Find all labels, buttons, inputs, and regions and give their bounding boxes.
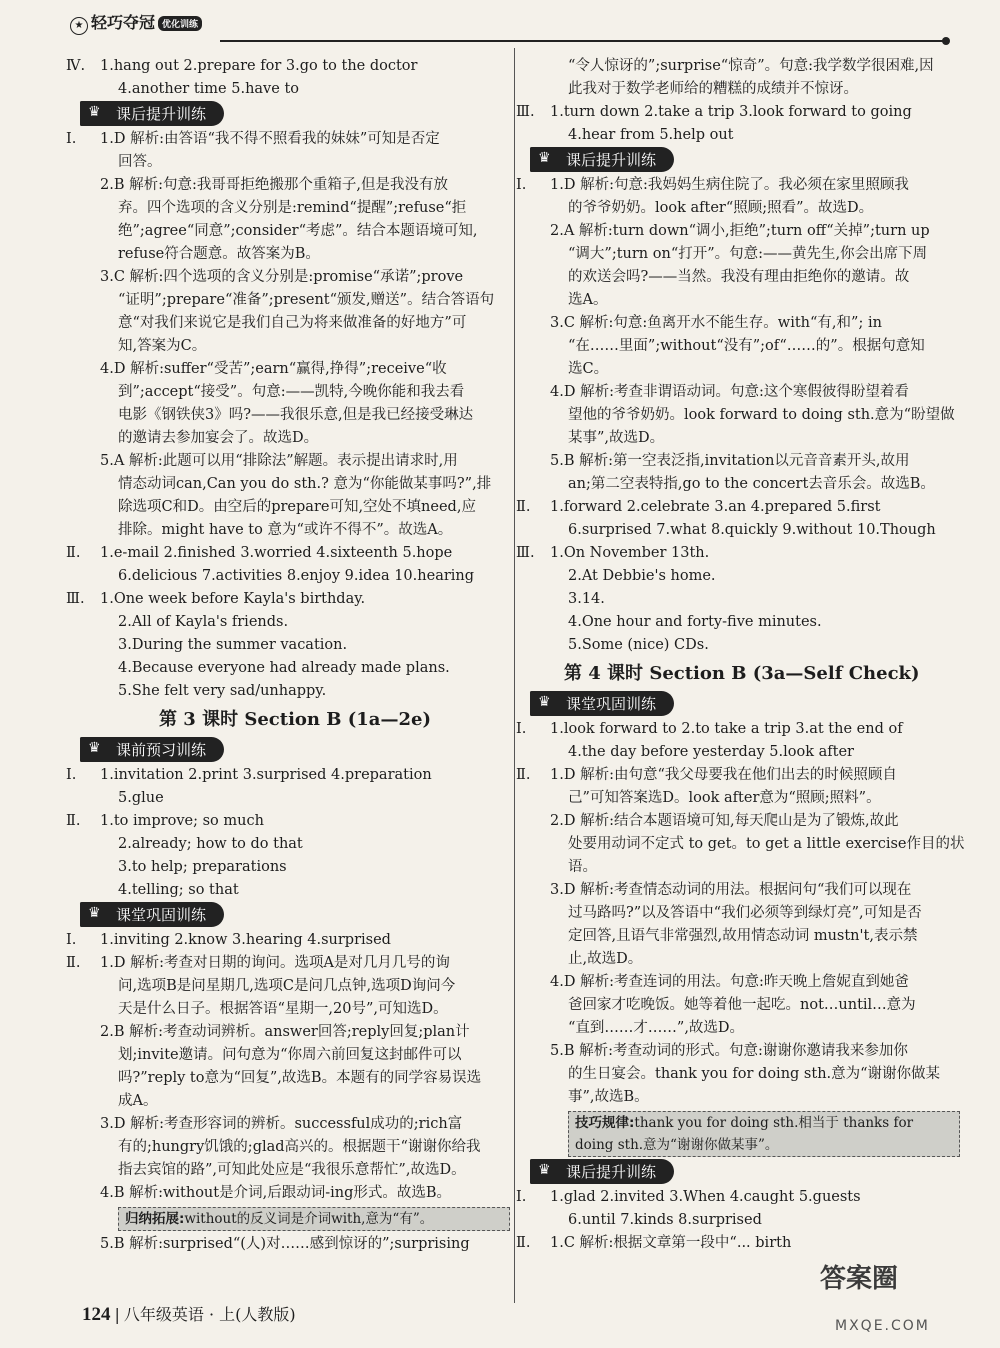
- answer-line: [66, 929, 510, 952]
- answer-line: 排除。might have to 意为“或许不得不”。故选A。: [118, 522, 453, 538]
- answer-line: [516, 542, 960, 565]
- section-heading-text: 课前预习训练: [116, 741, 207, 759]
- answer-line: 2.At Debbie's home.: [568, 568, 716, 584]
- answer-text: 1.hang out 2.prepare for 3.go to the doctor: [100, 58, 418, 74]
- tip-label: 归纳拓展:: [125, 1211, 185, 1227]
- answer-line: 指去宾馆的路”,可知此处应是“我很乐意帮忙”,故选D。: [118, 1162, 466, 1178]
- answer-line: 天是什么日子。根据答语“星期一,20号”,可知选D。: [118, 1001, 448, 1017]
- roman-numeral: Ⅰ.: [516, 177, 527, 193]
- answer-line: 5.A 解析:此题可以用“排除法”解题。表示提出请求时,用: [100, 453, 458, 469]
- answer-line: [66, 952, 510, 975]
- section-heading-text: 课堂巩固训练: [566, 695, 657, 713]
- roman-numeral: Ⅰ.: [516, 1189, 527, 1205]
- crown-icon: ♛: [538, 1162, 551, 1178]
- answer-line: 2.All of Kayla's friends.: [118, 614, 289, 630]
- roman-numeral: Ⅱ.: [516, 1235, 531, 1251]
- answer-line: “在……里面”;without“没有”;of“……的”。根据句意知: [568, 338, 925, 354]
- answer-text: 1.look forward to 2.to take a trip 3.at the end of: [550, 721, 903, 737]
- answer-line: 5.glue: [118, 790, 164, 806]
- section-heading-text: 课后提升训练: [566, 1163, 657, 1181]
- roman-numeral: Ⅱ.: [516, 499, 531, 515]
- section-heading-pill: [530, 691, 674, 716]
- answer-line: 4.another time 5.have to: [118, 81, 299, 97]
- tip-text: thank you for doing sth.相当于 thanks for: [634, 1115, 914, 1131]
- answer-line: [66, 128, 510, 151]
- answer-line: 的欢送会吗?——当然。我没有理由拒绝你的邀请。故: [568, 269, 910, 285]
- answer-line: 事”,故选B。: [568, 1089, 649, 1105]
- answer-line: 情态动词can,Can you do sth.? 意为“你能做某事吗?”,排: [118, 476, 492, 492]
- answer-text: 1.C 解析:根据文章第一段中“... birth: [550, 1235, 792, 1251]
- answer-line: 回答。: [118, 154, 162, 170]
- answer-line: “令人惊讶的”;surprise“惊奇”。句意:我学数学很困难,因: [568, 58, 934, 74]
- answer-line: 此我对于数学老师给的糟糕的成绩并不惊讶。: [568, 81, 858, 97]
- answer-line: 4.Because everyone had already made plans.: [118, 660, 450, 676]
- roman-numeral: Ⅱ.: [66, 545, 81, 561]
- answer-line: 3.During the summer vacation.: [118, 637, 348, 653]
- answer-line: 6.until 7.kinds 8.surprised: [568, 1212, 762, 1228]
- answer-text: 1.e-mail 2.finished 3.worried 4.sixteenth 5.hope: [100, 545, 453, 561]
- logo-badge-icon: ★: [70, 17, 88, 35]
- answer-line: 吗?”reply to意为“回复”,故选B。本题有的同学容易误选: [118, 1070, 482, 1086]
- answer-line: 的爷爷奶奶。look after“照顾;照看”。故选D。: [568, 200, 874, 216]
- watermark-logo: 答案圈: [820, 1264, 899, 1294]
- answer-line: [516, 718, 960, 741]
- answer-line: 选C。: [568, 361, 609, 377]
- answer-line: 己”可知答案选D。look after意为“照顾;照料”。: [568, 790, 881, 806]
- section-heading: [80, 902, 510, 929]
- answer-text: 1.On November 13th.: [550, 545, 710, 561]
- answer-line: 语。: [568, 859, 597, 875]
- header-rule: [220, 40, 946, 42]
- tip-box: [568, 1111, 960, 1157]
- answer-line: 定回答,且语气非常强烈,故用情态动词 mustn't,表示禁: [568, 928, 918, 944]
- answer-line: 止,故选D。: [568, 951, 643, 967]
- answer-text: 1.D 解析:句意:我妈妈生病住院了。我必须在家里照顾我: [550, 177, 909, 193]
- answer-line: [516, 1186, 960, 1209]
- answer-line: 3.to help; preparations: [118, 859, 287, 875]
- answer-line: [516, 174, 960, 197]
- page-footer: 124 | 八年级英语 · 上(人教版): [82, 1304, 296, 1325]
- section-heading-pill: [80, 902, 224, 927]
- answer-line: 3.C 解析:四个选项的含义分别是:promise“承诺”;prove: [100, 269, 464, 285]
- tip-label: 技巧规律:: [575, 1115, 635, 1131]
- section-heading: [530, 147, 960, 174]
- answer-line: 3.14.: [568, 591, 605, 607]
- answer-line: 某事”,故选D。: [568, 430, 665, 446]
- column-divider: [514, 48, 515, 1303]
- section-heading: [530, 691, 960, 718]
- page-number: 124: [82, 1304, 111, 1325]
- crown-icon: ♛: [538, 150, 551, 166]
- tip-text-continued: doing sth.意为“谢谢你做某事”。: [575, 1137, 779, 1153]
- answer-line: 除选项C和D。由空后的prepare可知,空处不填need,应: [118, 499, 476, 515]
- answer-text: 1.D 解析:由句意“我父母要我在他们出去的时候照顾自: [550, 767, 897, 783]
- answer-line: 5.B 解析:考查动词的形式。句意:谢谢你邀请我来参加你: [550, 1043, 908, 1059]
- answer-line: 意“对我们来说它是我们自己为将来做准备的好地方”可: [118, 315, 467, 331]
- answer-line: 2.already; how to do that: [118, 836, 303, 852]
- answer-line: 5.Some (nice) CDs.: [568, 637, 709, 653]
- section-heading-pill: [530, 1159, 674, 1184]
- answer-line: 3.D 解析:考查情态动词的用法。根据问句“我们可以现在: [550, 882, 912, 898]
- answer-line: 划;invite邀请。问句意为“你周六前回复这封邮件可以: [118, 1047, 462, 1063]
- answer-line: 4.D 解析:考查非谓语动词。句意:这个寒假彼得盼望着看: [550, 384, 909, 400]
- answer-text: 1.D 解析:考查对日期的询问。选项A是对几月几号的询: [100, 955, 450, 971]
- answer-line: 2.D 解析:结合本题语境可知,每天爬山是为了锻炼,故此: [550, 813, 899, 829]
- answer-line: 4.One hour and forty-five minutes.: [568, 614, 822, 630]
- roman-numeral: Ⅰ.: [66, 767, 77, 783]
- brand-tag: 优化训练: [158, 16, 202, 31]
- answer-line: 4.D 解析:suffer“受苦”;earn“赢得,挣得”;receive“收: [100, 361, 447, 377]
- roman-numeral: Ⅲ.: [66, 591, 85, 607]
- answer-line: “直到……才……”,故选D。: [568, 1020, 745, 1036]
- answer-line: 4.the day before yesterday 5.look after: [568, 744, 854, 760]
- section-heading-text: 课后提升训练: [116, 105, 207, 123]
- section-heading-text: 课后提升训练: [566, 151, 657, 169]
- answer-line: 4.B 解析:without是介词,后跟动词-ing形式。故选B。: [100, 1185, 452, 1201]
- answer-line: 5.She felt very sad/unhappy.: [118, 683, 327, 699]
- section-heading-text: 课堂巩固训练: [116, 906, 207, 924]
- answer-text: 1.forward 2.celebrate 3.an 4.prepared 5.first: [550, 499, 881, 515]
- roman-numeral: Ⅱ.: [516, 767, 531, 783]
- section-heading: [80, 737, 510, 764]
- section-heading-pill: [80, 737, 224, 762]
- tip-text: without的反义词是介词with,意为“有”。: [184, 1211, 434, 1227]
- answer-line: 的邀请去参加宴会了。故选D。: [118, 430, 319, 446]
- section-heading: [530, 1159, 960, 1186]
- roman-numeral: Ⅱ.: [66, 955, 81, 971]
- roman-numeral: Ⅰ.: [66, 932, 77, 948]
- answer-line: [66, 810, 510, 833]
- answer-line: 6.surprised 7.what 8.quickly 9.without 10.Though: [568, 522, 936, 538]
- roman-numeral: Ⅱ.: [66, 813, 81, 829]
- answer-line: 6.delicious 7.activities 8.enjoy 9.idea 10.hearing: [118, 568, 475, 584]
- answer-line: [66, 542, 510, 565]
- answer-line: “证明”;prepare“准备”;present“颁发,赠送”。结合答语句: [118, 292, 495, 308]
- answer-line: 2.B 解析:考查动词辨析。answer回答;reply回复;plan计: [100, 1024, 470, 1040]
- answer-text: 1.One week before Kayla's birthday.: [100, 591, 366, 607]
- roman-numeral: Ⅲ.: [516, 545, 535, 561]
- page-header: [70, 6, 946, 42]
- tip-box: [118, 1207, 510, 1231]
- section-heading-pill: [80, 101, 224, 126]
- answer-line: 4.telling; so that: [118, 882, 239, 898]
- answer-line: 选A。: [568, 292, 608, 308]
- answer-line: [516, 764, 960, 787]
- roman-numeral: Ⅳ.: [66, 58, 86, 74]
- section-heading: [80, 101, 510, 128]
- right-column: [516, 55, 965, 1255]
- answer-line: 2.B 解析:句意:我哥哥拒绝搬那个重箱子,但是我没有放: [100, 177, 448, 193]
- answer-text: 1.D 解析:由答语“我不得不照看我的妹妹”可知是否定: [100, 131, 440, 147]
- watermark-url: MXQE.COM: [835, 1318, 930, 1334]
- book-title: 八年级英语 · 上(人教版): [123, 1305, 296, 1324]
- crown-icon: ♛: [538, 694, 551, 710]
- answer-text: 1.to improve; so much: [100, 813, 264, 829]
- answer-line: [66, 55, 510, 78]
- crown-icon: ♛: [88, 104, 101, 120]
- answer-line: 的生日宴会。thank you for doing sth.意为“谢谢你做某: [568, 1066, 941, 1082]
- answer-line: 爸回家才吃晚饭。她等着他一起吃。not…until…意为: [568, 997, 916, 1013]
- answer-text: 1.turn down 2.take a trip 3.look forward to going: [550, 104, 912, 120]
- brand-name: 轻巧夺冠: [91, 13, 156, 32]
- answer-text: 1.glad 2.invited 3.When 4.caught 5.guests: [550, 1189, 861, 1205]
- lesson-title: 第 3 课时 Section B (1a—2e): [159, 709, 431, 730]
- crown-icon: ♛: [88, 905, 101, 921]
- answer-line: 到”;accept“接受”。句意:——凯特,今晚你能和我去看: [118, 384, 465, 400]
- answer-line: 绝”;agree“同意”;consider“考虑”。结合本题语境可知,: [118, 223, 478, 239]
- answer-line: refuse符合题意。故答案为B。: [118, 246, 320, 262]
- answer-line: 知,答案为C。: [118, 338, 207, 354]
- answer-line: 4.D 解析:考查连词的用法。句意:昨天晚上詹妮直到她爸: [550, 974, 909, 990]
- left-column: [66, 55, 510, 1256]
- roman-numeral: Ⅰ.: [516, 721, 527, 737]
- answer-line: 弃。四个选项的含义分别是:remind“提醒”;refuse“拒: [118, 200, 467, 216]
- answer-line: 问,选项B是问星期几,选项C是问几点钟,选项D询问今: [118, 978, 456, 994]
- lesson-title: 第 4 课时 Section B (3a—Self Check): [564, 663, 920, 684]
- answer-text: 1.invitation 2.print 3.surprised 4.preparation: [100, 767, 432, 783]
- answer-line: 望他的爷爷奶奶。look forward to doing sth.意为“盼望做: [568, 407, 955, 423]
- answer-line: 3.C 解析:句意:鱼离开水不能生存。with“有,和”; in: [550, 315, 882, 331]
- answer-line: [516, 1232, 960, 1255]
- roman-numeral: Ⅰ.: [66, 131, 77, 147]
- answer-line: “调大”;turn on“打开”。句意:——黄先生,你会出席下周: [568, 246, 928, 262]
- answer-line: 2.A 解析:turn down“调小,拒绝”;turn off“关掉”;turn up: [550, 223, 930, 239]
- answer-line: [516, 496, 960, 519]
- answer-line: 电影《钢铁侠3》吗?——我很乐意,但是我已经接受琳达: [118, 407, 474, 423]
- answer-line: 成A。: [118, 1093, 158, 1109]
- answer-line: an;第二空表特指,go to the concert去音乐会。故选B。: [568, 476, 935, 492]
- answer-line: [66, 764, 510, 787]
- answer-line: 5.B 解析:surprised“(人)对……感到惊讶的”;surprising: [100, 1236, 470, 1252]
- brand-logo: [70, 10, 202, 35]
- answer-line: 过马路吗?”以及答语中“我们必须等到绿灯亮”,可知是否: [568, 905, 922, 921]
- crown-icon: ♛: [88, 740, 101, 756]
- answer-line: 5.B 解析:第一空表泛指,invitation以元音音素开头,故用: [550, 453, 910, 469]
- section-heading-pill: [530, 147, 674, 172]
- answer-line: 有的;hungry饥饿的;glad高兴的。根据题干“谢谢你给我: [118, 1139, 481, 1155]
- roman-numeral: Ⅲ.: [516, 104, 535, 120]
- answer-line: [66, 588, 510, 611]
- answer-line: 3.D 解析:考查形容词的辨析。successful成功的;rich富: [100, 1116, 463, 1132]
- answer-line: 处要用动词不定式 to get。to get a little exercise作目的状: [568, 836, 965, 852]
- answer-text: 1.inviting 2.know 3.hearing 4.surprised: [100, 932, 391, 948]
- answer-line: 4.hear from 5.help out: [568, 127, 734, 143]
- answer-line: [516, 101, 960, 124]
